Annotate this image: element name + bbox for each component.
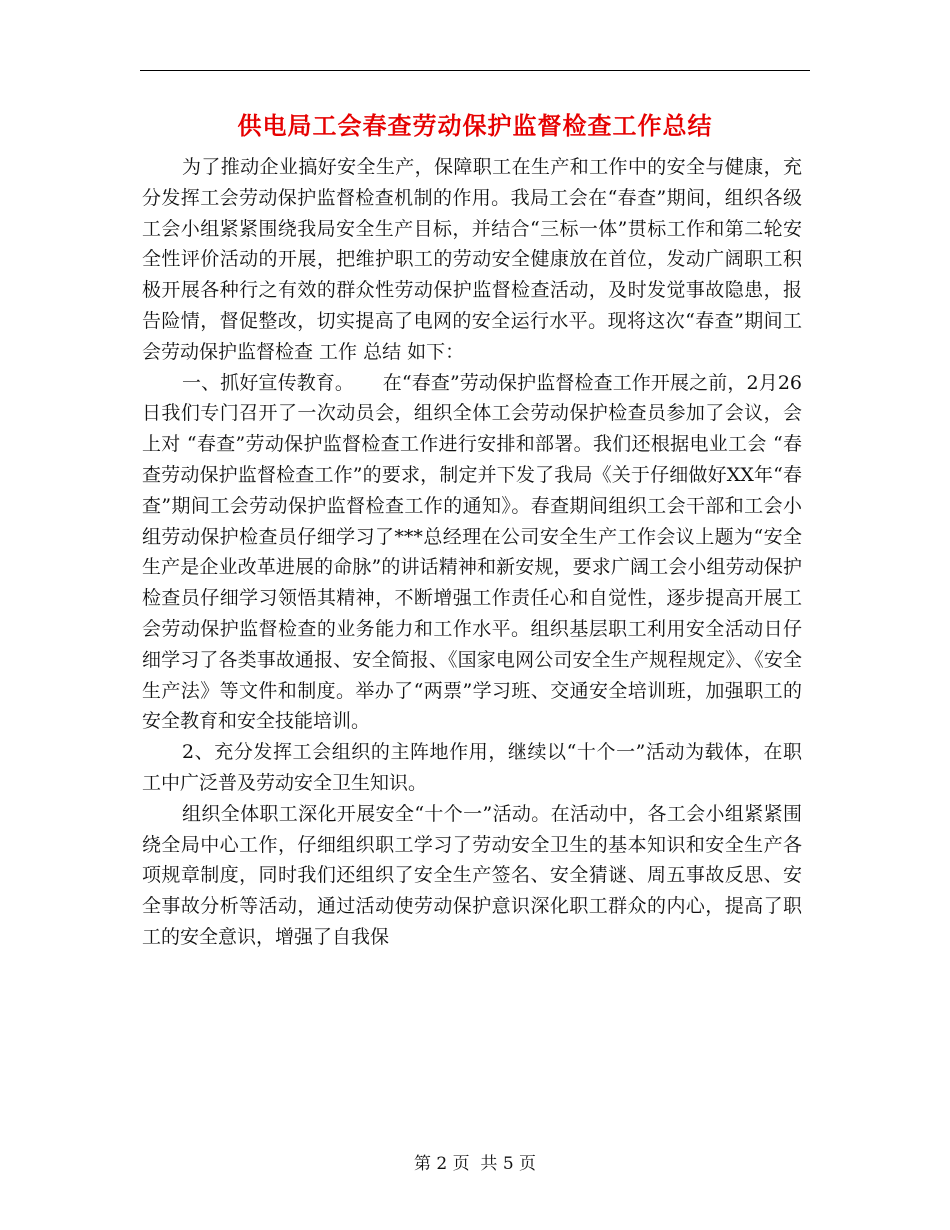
paragraph-intro: 为了推动企业搞好安全生产，保障职工在生产和工作中的安全与健康，充分发挥工会劳动保护监督检查机制的作用。我局工会在“春查”期间，组织各级工会小组紧紧围绕我局安全生产目标，并结合“三标一体”贯标工作和第二轮安全性评价活动的开展，把维护职工的劳动安全健康放在首位，发动广阔职工积极开展各种行之有效的群众性劳动保护监督检查活动，及时发觉事故隐患，报告险情，督促整改，切实提高了电网的安全运行水平。现将这次“春查”期间工会劳动保护监督检查 工作 总结 如下：: [142, 156, 802, 363]
paragraph-section-1: 一、抓好宣传教育。 在“春查”劳动保护监督检查工作开展之前，2月26日我们专门召开了一次动员会，组织全体工会劳动保护检查员参加了会议，会上对 “春查”劳动保护监督检查工作进行安排和部署。我们还根据电业工会 “春查劳动保护监督检查工作”的要求，制定并下发了我局《关于仔细做好XX年“春查”期间工会劳动保护监督检查工作的通知》。春查期间组织工会干部和工会小组劳动保护检查员仔细学习了***总经理在公司安全生产工作会议上题为“安全生产是企业改革进展的命脉”的讲话精神和新安规，要求广阔工会小组劳动保护检查员仔细学习领悟其精神，不断增强工作责任心和自觉性，逐步提高开展工会劳动保护监督检查的业务能力和工作水平。组织基层职工利用安全活动日仔细学习了各类事故通报、安全简报、《国家电网公司安全生产规程规定》、《安全生产法》等文件和制度。举办了“两票”学习班、交通安全培训班，加强职工的安全教育和安全技能培训。: [142, 371, 802, 733]
paragraph-section-2-heading: 2、充分发挥工会组织的主阵地作用，继续以“十个一”活动为载体，在职工中广泛普及劳动安全卫生知识。: [142, 741, 802, 794]
document-body: [142, 152, 802, 953]
footer-label-end: 页: [519, 1154, 537, 1174]
footer-label-of: 页 共: [452, 1154, 498, 1174]
page-footer: [140, 1152, 810, 1176]
footer-label-page: 第: [413, 1154, 431, 1174]
document-title: 供电局工会春查劳动保护监督检查工作总结: [237, 111, 713, 140]
footer-current-page: 2: [436, 1154, 448, 1174]
header-rule: [140, 70, 810, 71]
footer-total-pages: 5: [502, 1154, 514, 1174]
paragraph-section-2-body: 组织全体职工深化开展安全“十个一”活动。在活动中，各工会小组紧紧围绕全局中心工作，仔细组织职工学习了劳动安全卫生的基本知识和安全生产各项规章制度，同时我们还组织了安全生产签名、安全猜谜、周五事故反思、安全事故分析等活动，通过活动使劳动保护意识深化职工群众的内心，提高了职工的安全意识，增强了自我保: [142, 802, 802, 948]
